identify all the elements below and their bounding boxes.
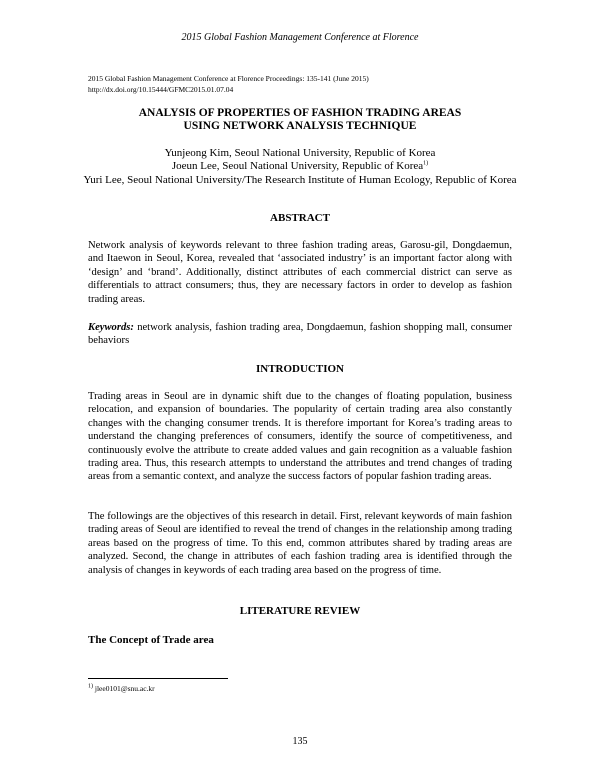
introduction-heading: INTRODUCTION — [255, 363, 344, 375]
keywords-text: network analysis, fashion trading area, Dongdaemun, fashion shopping mall, consumer behaviors — [88, 322, 512, 347]
abstract-heading: ABSTRACT — [270, 212, 330, 224]
literature-review-heading: LITERATURE REVIEW — [239, 605, 361, 617]
footnote-email: jlee0101@snu.ac.kr — [94, 684, 155, 693]
author-list — [70, 147, 530, 187]
doi-link[interactable]: http://dx.doi.org/10.15444/GFMC2015.01.07.04 — [88, 84, 234, 94]
introduction-paragraph-1: Trading areas in Seoul are in dynamic shift due to the changes of floating population, business relocation, and expansion of boundaries. The popularity of certain trading area also constantly changes with the changing consumer trends. It is therefore important for Korea’s trading areas to understand the changing preferences of consumers, identify the source of competitiveness, and continuously evolve the attribute to create added values and gain recognition as a valuable fashion trading area. Thus, this research attempts to understand the attributes and trend changes of trading areas from a semantic context, and analyze the success factors of popular fashion trading areas. — [88, 391, 512, 483]
introduction-paragraph-2: The followings are the objectives of this research in detail. First, relevant keywords of main fashion trading areas of Seoul are identified to reveal the trend of changes in the relationship among trading areas based on the progress of time. To this end, common attributes shared by trading areas are analyzed. Second, the change in attributes of each fashion trading area is identified through the analysis of changes in keywords of each trading area based on the progress of time. — [88, 511, 512, 576]
title-line-2: USING NETWORK ANALYSIS TECHNIQUE — [183, 120, 417, 132]
proceedings-citation: 2015 Global Fashion Management Conference at Florence Proceedings: 135-141 (June 2015) — [88, 74, 369, 83]
footnote-marker: 1) — [423, 160, 429, 167]
trade-area-subheading: The Concept of Trade area — [88, 634, 214, 646]
author-1: Yunjeong Kim, Seoul National University, Republic of Korea — [164, 147, 436, 159]
footnote-divider — [88, 678, 228, 679]
title-line-1: ANALYSIS OF PROPERTIES OF FASHION TRADING AREAS — [138, 107, 462, 119]
abstract-text: Network analysis of keywords relevant to three fashion trading areas, Garosu-gil, Dongdaemun, and Itaewon in Seoul, Korea, revealed that ‘associated industry’ is an important factor along with ‘design’ and ‘brand’. Additionally, distinct attributes of each commercial district can serve as differentials to attract consumers; thus, they are necessary factors in order to develop as fashion trading areas. — [88, 240, 512, 305]
author-2 — [70, 160, 530, 173]
footnote — [88, 684, 155, 693]
keywords-paragraph — [88, 321, 512, 348]
citation-block — [88, 74, 528, 95]
paper-title — [60, 107, 540, 133]
author-2-name: Joeun Lee, Seoul National University, Republic of Korea — [171, 160, 424, 173]
author-3: Yuri Lee, Seoul National University/The Research Institute of Human Ecology, Republic of Korea — [83, 173, 517, 186]
running-head: 2015 Global Fashion Management Conference at Florence — [181, 32, 419, 43]
keywords-label: Keywords: — [88, 322, 134, 333]
page-number: 135 — [292, 736, 308, 747]
footnote-mark: 1) — [88, 683, 93, 690]
